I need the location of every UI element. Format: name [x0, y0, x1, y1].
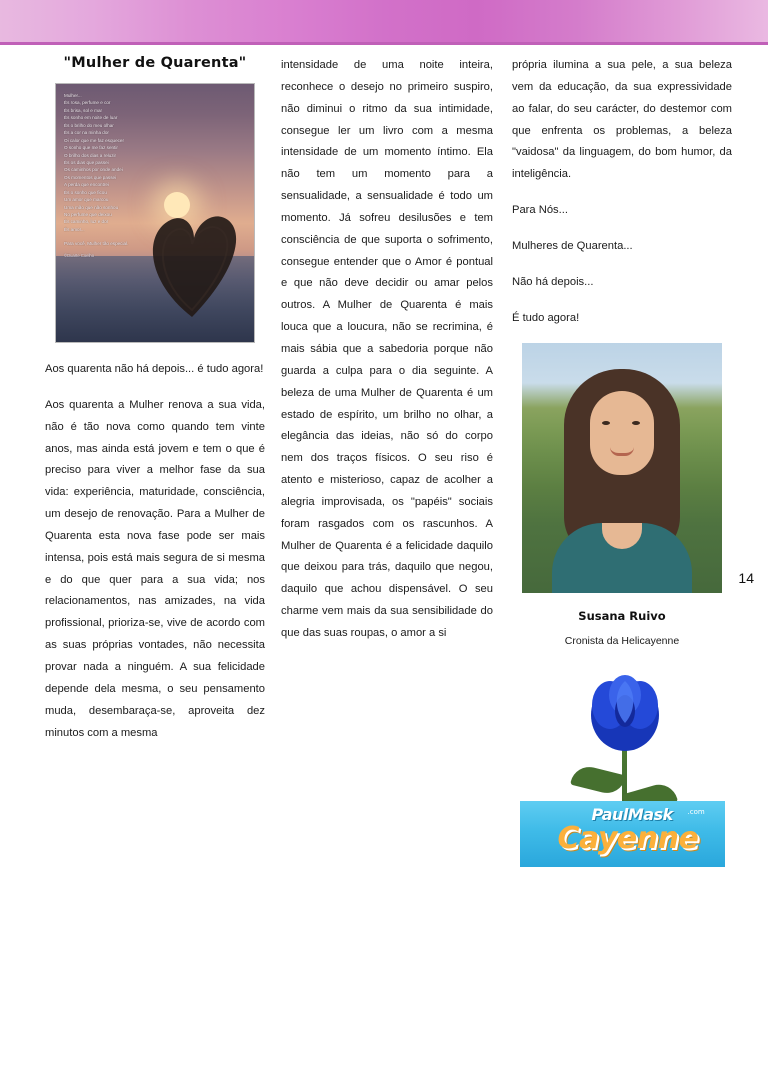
advert-block[interactable] [520, 661, 725, 861]
poem-line: És sonho em noite de luar [64, 115, 118, 121]
logo-top-word: PaulMask [591, 805, 673, 825]
poem-line: És caminho, luz e dor [64, 219, 109, 225]
page-number: 14 [738, 570, 754, 586]
poem-line: És os dias que passei [64, 159, 109, 165]
paragraph: Aos quarenta a Mulher renova a sua vida, não é tão nova como quando tem vinte anos, mas ainda está jovem e tem o que é preciso para viver a melhor fase da sua vida: experiência, maturidade, consciência, um desejo de renovação. Para a Mulher de Quarenta esta nova fase pode ser mais intensa, pois está mais segura de si mesma e do que quer para a sua vida; nos relacionamentos, nas amizades, na vida profissional, prioriza-se, vive de acordo com as suas próprias vontades, não necessita provar nada a ninguém. A sua felicidade depende dela mesma, o seu pensamento muda, desembaraça-se, aproveita dez minutos com a mesma [45, 398, 265, 739]
poem-text [64, 92, 184, 260]
poem-line: O brilho dos dias a reluzir [64, 152, 117, 158]
poem-signature: Para você, Mulher tão especial. [64, 241, 129, 247]
poem-line: Uma mão que não sonhou [64, 204, 119, 210]
poem-line: Um amor que marcou [64, 197, 109, 203]
page-title: "Mulher de Quarenta" [63, 55, 247, 71]
poem-line: És a cor na minha dor [64, 130, 109, 136]
poem-line: És amor... [64, 226, 85, 232]
poem-line: És brisa, sol e mar [64, 107, 103, 113]
author-role: Cronista da Helicayenne [564, 635, 680, 648]
paragraph: própria ilumina a sua pele, a sua beleza vem da educação, da sua expressividade ao falar, do seu carácter, do destemor com que enfrenta os problemas, a beleza "vaidosa" da linguagem, do bom humor, da inteligência. [512, 59, 732, 181]
rose-leaf-shape [570, 763, 626, 797]
blue-rose-icon [586, 667, 664, 753]
paragraph: Não há depois... [512, 275, 594, 288]
poem-line: És o sonho que ficou [64, 189, 107, 195]
logo-com: .com [687, 808, 705, 817]
poem-line: Os caminhos por onde andei [64, 167, 123, 173]
poem-credit: ©Duarte Coelho [64, 252, 95, 258]
poem-line: O sonho que me faz sentir [64, 145, 118, 151]
column-right [512, 55, 732, 861]
paragraph: Para Nós... [512, 204, 568, 217]
paragraph: Aos quarenta não há depois... é tudo agora! [45, 363, 264, 375]
header-band-underline [0, 42, 768, 45]
poem-line: Oi calor que me faz esquecer [64, 137, 125, 143]
poem-line: Mulher... [64, 93, 82, 98]
author-portrait [522, 343, 722, 593]
poem-line: És rosa, perfume e cor [64, 100, 111, 106]
poem-line: És o brilho do meu olhar [64, 122, 114, 128]
author-name: Susana Ruivo [578, 609, 666, 624]
poem-line: Os momentos que passei [64, 174, 117, 180]
column-middle [281, 55, 493, 645]
paragraph: intensidade de uma noite inteira, reconhece o desejo no primeiro suspiro, não diminui o ritmo da sua intimidade, consegue ler um livro com a mesma intensidade de um momento íntimo. Ela não tem um momento para a sensualidade, a sensualidade é todo um momento. Já sofreu desilusões e tem consciência de que suporta o sofrimento, consegue entender que o Amor é pontual e que não deve decidir ou amar pelos outros. A Mulher de Quarenta é mais louca que a loucura, não se recrimina, é mais sábia que a sabedoria porque não guarda a culpa para o dia seguinte. A beleza de uma Mulher de Quarenta é um estado de espírito, um brilho no olhar, a elegância das ideias, não só do corpo nem dos traços físicos. O seu riso é atento e misterioso, capaz de acolher a alegria improvisada, os "papéis" sociais foram rasgados com os rascunhos. A Mulher de Quarenta é a felicidade daquilo que deixou para trás, daquilo que negou, daquilo que achou dispensável. O seu charme vem mais da sua sensibilidade do que das suas roupas, o amor a si [281, 59, 493, 639]
poem-sunset-heart-image [55, 83, 255, 343]
paragraph: É tudo agora! [512, 311, 580, 324]
poem-lines [64, 92, 184, 233]
logo-main-word: Cayenne [557, 821, 699, 857]
shirt-shape [552, 523, 692, 593]
article-content [0, 55, 768, 1087]
poem-line: A perda que encontrei [64, 182, 109, 188]
decorative-header-band [0, 0, 768, 42]
advert-logo[interactable] [520, 801, 725, 867]
paragraph: Mulheres de Quarenta... [512, 239, 633, 252]
column-left [45, 55, 265, 744]
face-shape [590, 391, 654, 475]
poem-line: No perfume que deixou [64, 212, 112, 217]
